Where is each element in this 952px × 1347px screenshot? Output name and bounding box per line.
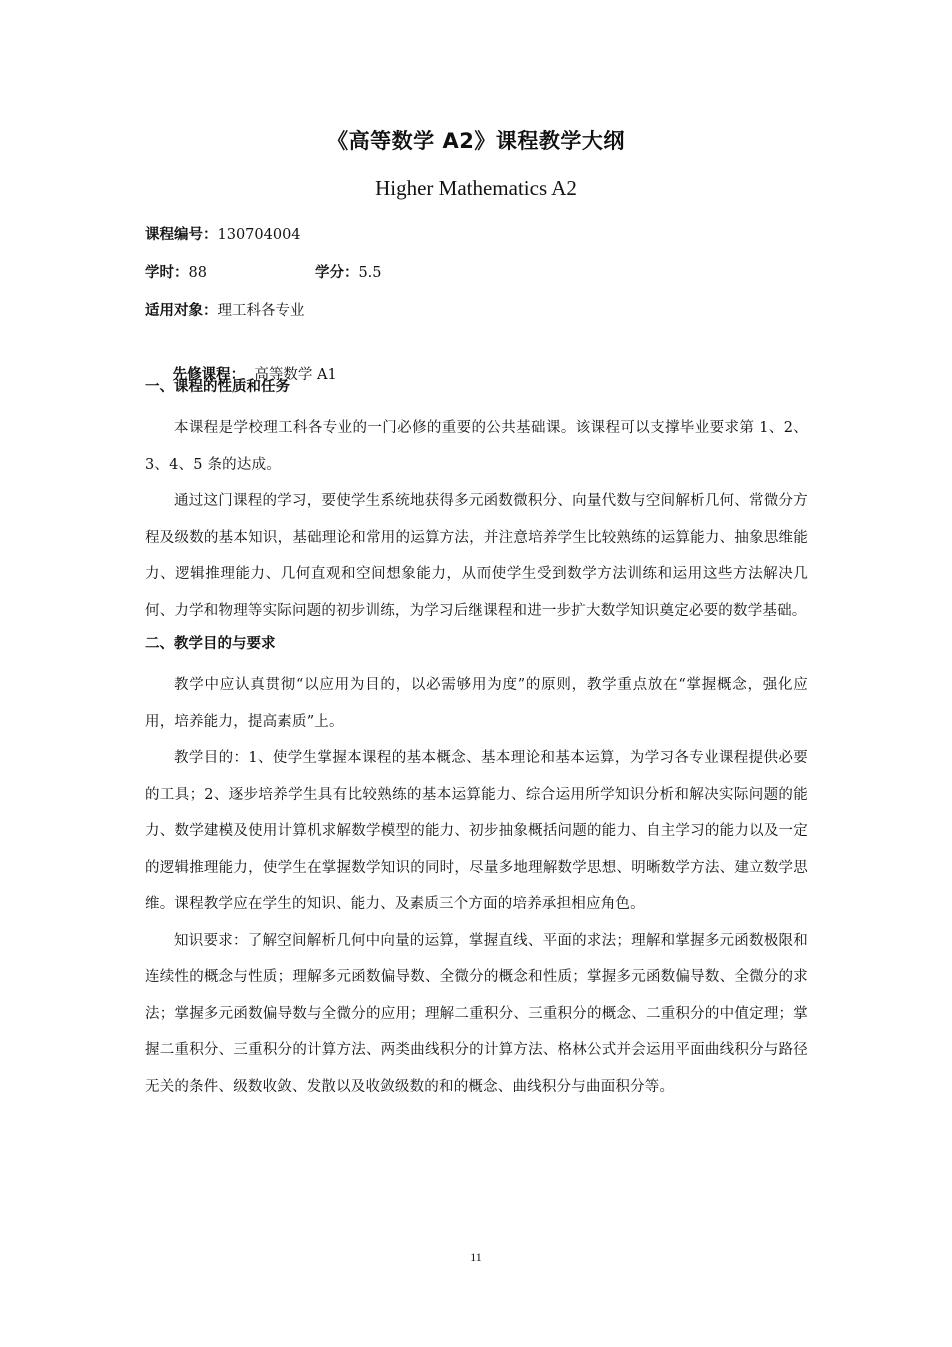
audience-line — [145, 298, 808, 336]
course-code-line — [145, 222, 808, 260]
document-subtitle: Higher Mathematics A2 — [375, 176, 577, 200]
section-heading-objectives: 二、教学目的与要求 — [145, 636, 276, 652]
audience-label: 适用对象： — [145, 303, 218, 319]
page-number: 11 — [470, 1250, 482, 1264]
audience-value: 理工科各专业 — [217, 303, 305, 319]
paragraph: 知识要求：了解空间解析几何中向量的运算，掌握直线、平面的求法；理解和掌握多元函数极限和连续性的概念与性质；理解多元函数偏导数、全微分的概念和性质；掌握多元函数偏导数、全微分的求法；掌握多元函数偏导数与全微分的应用；理解二重积分、三重积分的概念、二重积分的中值定理；掌握二重积分、三重积分的计算方法、两类曲线积分的计算方法、格林公式并会运用平面曲线积分与路径无关的条件、级数收敛、发散以及收敛级数的和的概念、曲线积分与曲面积分等。 — [145, 932, 808, 1095]
paragraph: 教学中应认真贯彻“以应用为目的，以必需够用为度”的原则，教学重点放在“掌握概念，强化应用，培养能力，提高素质”上。 — [145, 677, 808, 730]
paragraph: 教学目的：1、使学生掌握本课程的基本概念、基本理论和基本运算，为学习各专业课程提供必要的工具；2、逐步培养学生具有比较熟练的基本运算能力、综合运用所学知识分析和解决实际问题的能力、数学建模及使用计算机求解数学模型的能力、初步抽象概括问题的能力、自主学习的能力以及一定的逻辑推理能力，使学生在掌握数学知识的同时，尽量多地理解数学思想、明晰数学方法、建立数学思维。课程教学应在学生的知识、能力、及素质三个方面的培养承担相应角色。 — [145, 750, 808, 912]
prereq-label: 先修课程： — [172, 367, 246, 383]
prereq-line — [145, 336, 808, 383]
paragraph: 本课程是学校理工科各专业的一门必修的重要的公共基础课。该课程可以支撑毕业要求第 1、2、3、4、5 条的达成。 — [145, 420, 808, 473]
course-code-label: 课程编号： — [145, 227, 218, 243]
credits-value: 5.5 — [358, 265, 382, 281]
hours-credits-line — [145, 260, 808, 298]
paragraph: 通过这门课程的学习，要使学生系统地获得多元函数微积分、向量代数与空间解析几何、常微分方程及级数的基本知识，基础理论和常用的运算方法，并注意培养学生比较熟练的运算能力、抽象思维能力、逻辑推理能力、几何直观和空间想象能力，从而使学生受到数学方法训练和运用这些方法解决几何、力学和物理等实际问题的初步训练，为学习后继课程和进一步扩大数学知识奠定必要的数学基础。 — [145, 493, 808, 619]
credits-label: 学分： — [314, 265, 359, 281]
document-body — [145, 222, 808, 1105]
prereq-value: 高等数学 A1 — [245, 367, 337, 383]
course-code-value: 130704004 — [217, 227, 301, 243]
hours-label: 学时： — [145, 265, 189, 281]
document-title: 《高等数学 A2》课程教学大纲 — [327, 129, 625, 153]
hours-value: 88 — [188, 265, 207, 281]
section-heading-nature: 一、课程的性质和任务 — [145, 379, 290, 395]
